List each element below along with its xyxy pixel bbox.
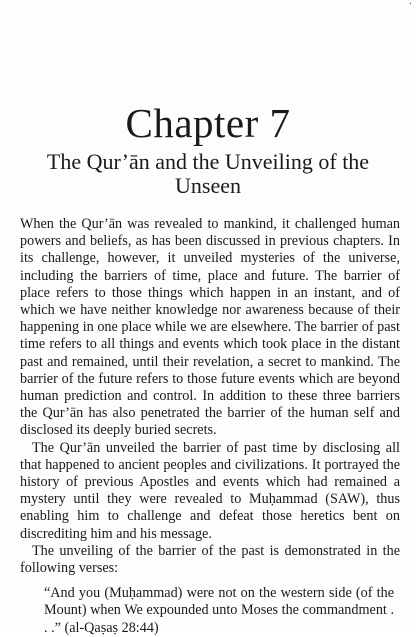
corner-mark: · xyxy=(408,0,412,10)
verse-quote: “And you (Muḥammad) were not on the western side (of the Mount) when We expounded unto Moses the commandment . . .” (al-Qaṣaṣ 28:44) xyxy=(44,585,394,636)
paragraph-1: When the Qur’ān was revealed to mankind, it challenged human powers and beliefs, as has been discussed in previous chapters. In its challenge, however, it unveiled mysteries of the universe, including the barriers of time, place and future. The barrier of place refers to those things which happen in an instant, and of which we have neither knowledge nor awareness because of their happening in one place while we are elsewhere. The barrier of past time refers to all things and events which took place in the distant past and remained, until their revelation, a secret to mankind. The barrier of the future refers to those future events which are beyond human prediction and control. In addition to these three barriers the Qur’ān has also penetrated the barrier of the human self and disclosed its deeply buried secrets. xyxy=(20,216,400,439)
chapter-body xyxy=(20,216,400,637)
chapter-subtitle: The Qur’ān and the Unveiling of the Unseen xyxy=(46,149,370,198)
paragraph-3: The unveiling of the barrier of the past is demonstrated in the following verses: xyxy=(20,542,400,577)
chapter-title: Chapter 7 xyxy=(125,100,291,146)
paragraph-2: The Qur’ān unveiled the barrier of past time by disclosing all that happened to ancient peoples and civilizations. It portrayed the history of previous Apostles and events which had remained a mystery until they were revealed to Muḥammad (SAW), thus enabling him to challenge and defeat those heretics bent on discrediting him and his message. xyxy=(20,439,400,542)
